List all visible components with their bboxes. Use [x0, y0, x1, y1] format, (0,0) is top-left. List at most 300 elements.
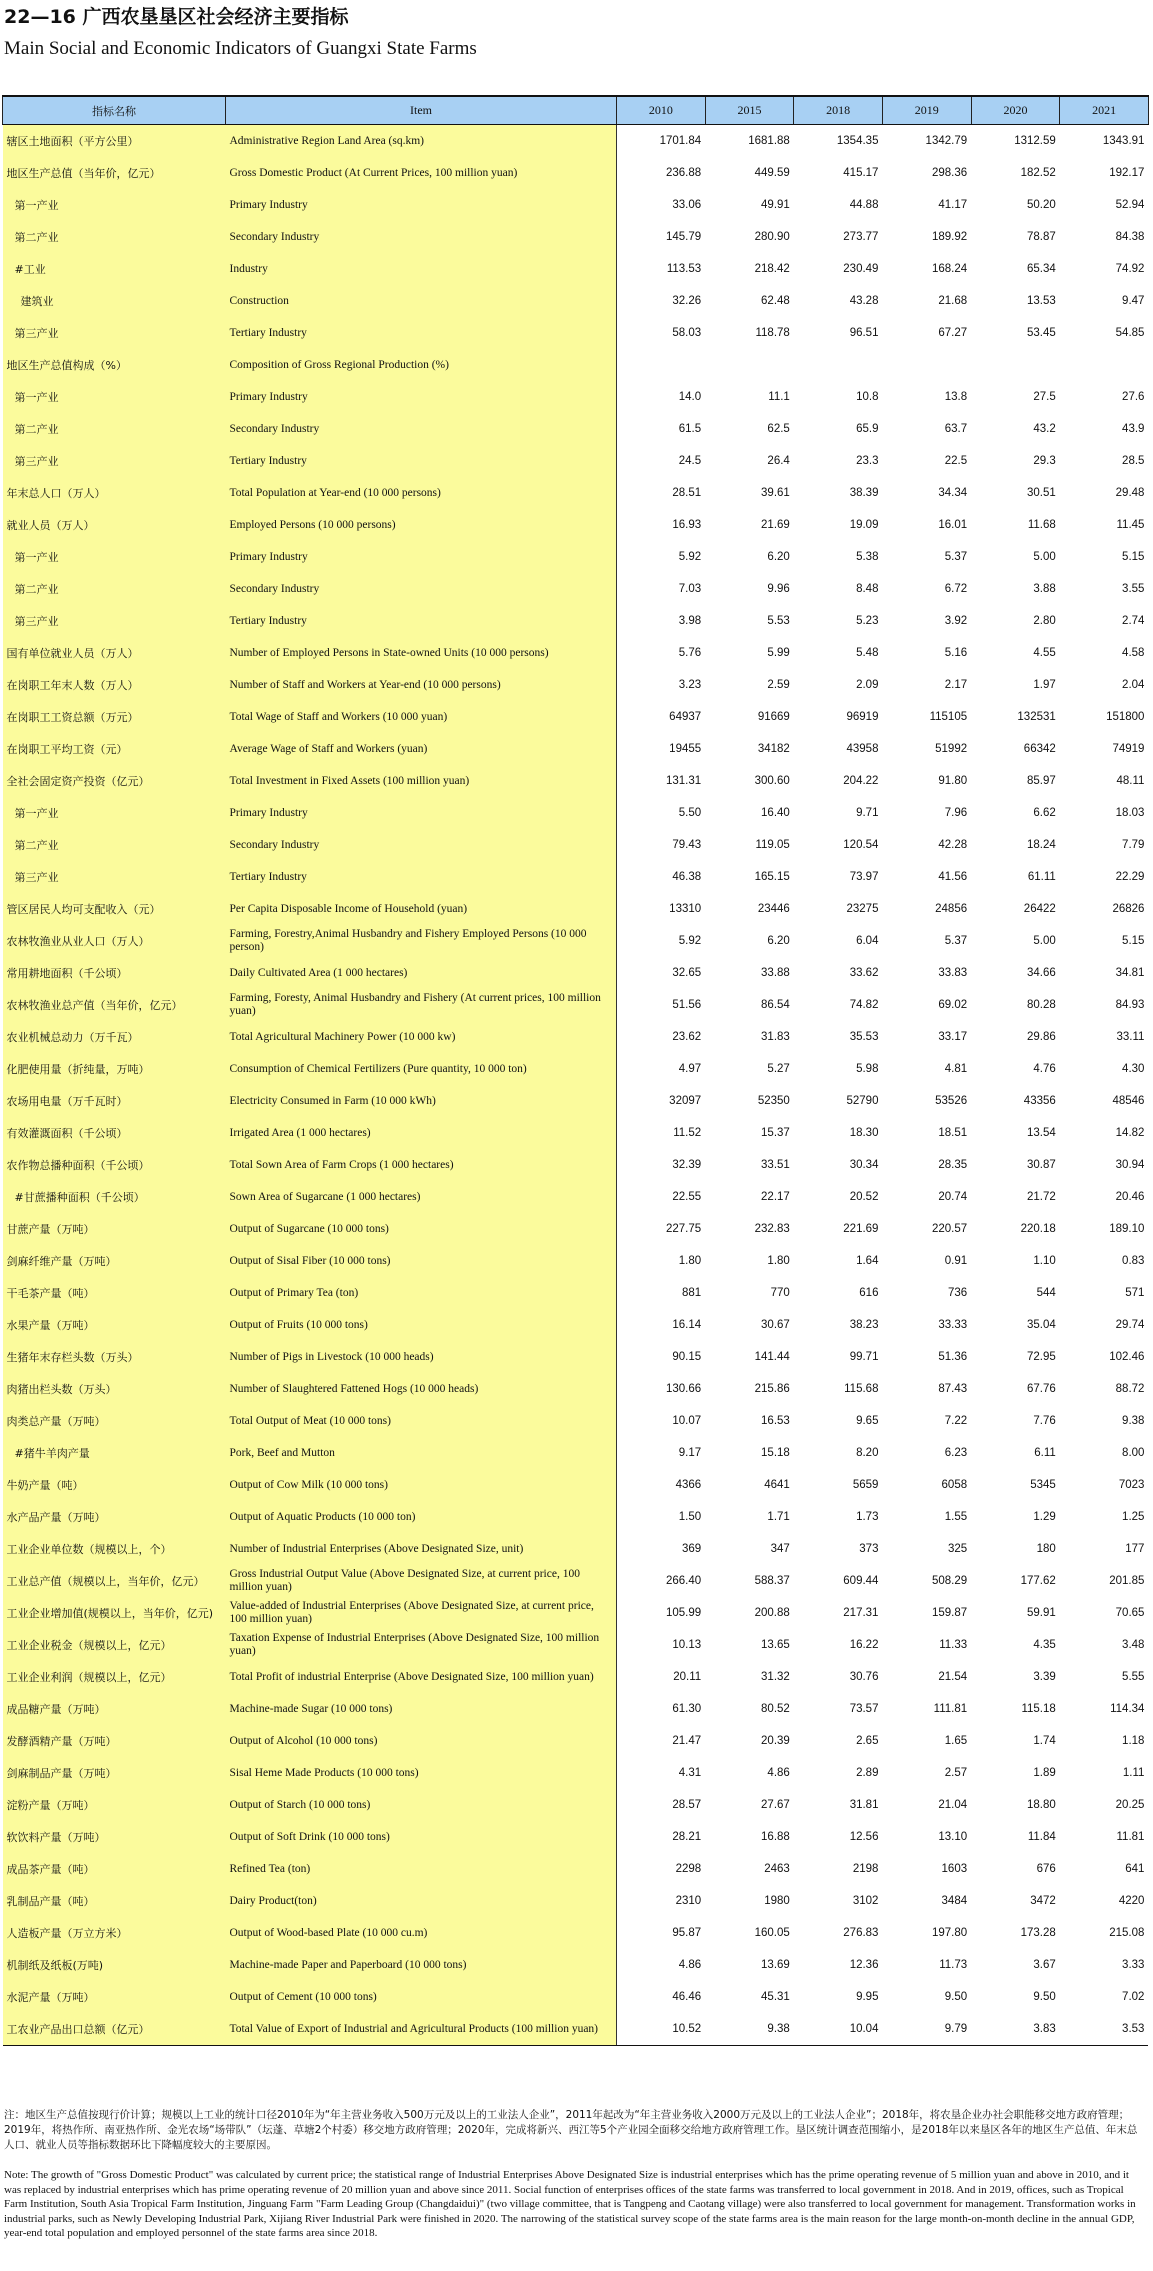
row-label-en: Average Wage of Staff and Workers (yuan) — [226, 733, 617, 765]
value-cell: 4.55 — [1033, 646, 1056, 659]
value-cell: 46.38 — [672, 870, 702, 883]
value-cell: 8.00 — [1122, 1446, 1145, 1459]
value-cell: 276.83 — [843, 1926, 879, 1939]
value-cell: 13.8 — [944, 390, 968, 403]
row-label-en: Number of Staff and Workers at Year-end (10 000 persons) — [226, 669, 617, 701]
table-row — [3, 605, 1149, 637]
value-cell: 5.38 — [856, 550, 879, 563]
row-label-en: Electricity Consumed in Farm (10 000 kWh) — [226, 1085, 617, 1117]
table-row — [3, 765, 1149, 797]
value-cell: 1342.79 — [925, 134, 968, 147]
value-cell: 16.22 — [849, 1638, 879, 1651]
row-label-en: Total Sown Area of Farm Crops (1 000 hectares) — [226, 1149, 617, 1181]
row-label-en: Industry — [226, 253, 617, 285]
table-row — [3, 1277, 1149, 1309]
row-label-en: Output of Starch (10 000 tons) — [226, 1789, 617, 1821]
value-cell: 11.1 — [768, 390, 790, 403]
value-cell: 12.36 — [849, 1958, 879, 1971]
value-cell: 20.74 — [938, 1190, 968, 1203]
row-label-en: Administrative Region Land Area (sq.km) — [226, 125, 617, 158]
value-cell: 9.50 — [1033, 1990, 1056, 2003]
value-cell: 29.48 — [1115, 486, 1145, 499]
row-label-zh: 国有单位就业人员（万人） — [3, 637, 226, 669]
row-label-en: Employed Persons (10 000 persons) — [226, 509, 617, 541]
value-cell: 32097 — [669, 1094, 702, 1107]
value-cell: 9.65 — [856, 1414, 879, 1427]
value-cell: 10.52 — [617, 2013, 706, 2046]
table-row — [3, 1949, 1149, 1981]
value-cell: 5.27 — [767, 1062, 790, 1075]
value-cell: 236.88 — [665, 166, 702, 179]
value-cell: 30.94 — [1115, 1158, 1145, 1171]
table-row — [3, 1021, 1149, 1053]
value-cell: 24856 — [935, 902, 968, 915]
value-cell: 23.62 — [672, 1030, 702, 1043]
value-cell: 3472 — [1030, 1894, 1056, 1907]
value-cell: 43.2 — [1033, 422, 1056, 435]
value-cell: 38.39 — [849, 486, 879, 499]
value-cell: 2298 — [675, 1862, 702, 1875]
value-cell: 20.46 — [1115, 1190, 1145, 1203]
value-cell: 4.30 — [1122, 1062, 1145, 1075]
value-cell: 11.33 — [939, 1638, 968, 1651]
value-cell: 87.43 — [938, 1382, 968, 1395]
value-cell — [705, 349, 794, 381]
table-title-en: Main Social and Economic Indicators of Guangxi State Farms — [4, 38, 477, 59]
value-cell: 91669 — [757, 710, 790, 723]
value-cell: 59.91 — [1027, 1606, 1056, 1619]
value-cell: 69.02 — [938, 998, 968, 1011]
value-cell — [794, 349, 883, 381]
value-cell: 74919 — [1112, 742, 1145, 755]
value-cell — [1060, 349, 1149, 381]
row-label-zh: 辖区土地面积（平方公里） — [3, 125, 226, 158]
value-cell: 73.97 — [849, 870, 879, 883]
value-cell: 22.5 — [944, 454, 968, 467]
value-cell: 6.20 — [767, 550, 790, 563]
value-cell: 43.9 — [1122, 422, 1145, 435]
value-cell: 3.39 — [1033, 1670, 1056, 1683]
value-cell: 5.00 — [1033, 934, 1056, 947]
value-cell: 114.34 — [1110, 1702, 1145, 1715]
value-cell: 415.17 — [843, 166, 879, 179]
value-cell: 119.05 — [755, 838, 790, 851]
value-cell: 32.26 — [672, 294, 702, 307]
row-label-en: Output of Aquatic Products (10 000 ton) — [226, 1501, 617, 1533]
value-cell: 4.97 — [678, 1062, 702, 1075]
table-row — [3, 1181, 1149, 1213]
value-cell: 52350 — [757, 1094, 790, 1107]
value-cell: 1681.88 — [748, 134, 790, 147]
row-label-zh: 常用耕地面积（千公顷） — [3, 957, 226, 989]
row-label-zh: 在岗职工平均工资（元） — [3, 733, 226, 765]
table-row — [3, 477, 1149, 509]
value-cell: 1354.35 — [836, 134, 879, 147]
value-cell: 5.53 — [767, 614, 790, 627]
row-label-en: Gross Industrial Output Value (Above Designated Size, at current price, 100 million yuan) — [226, 1565, 617, 1597]
value-cell: 30.76 — [849, 1670, 879, 1683]
row-label-zh: 第三产业 — [3, 317, 226, 349]
value-cell: 2310 — [675, 1894, 702, 1907]
value-cell: 12.56 — [849, 1830, 879, 1843]
value-cell: 23446 — [757, 902, 790, 915]
row-label-zh: 在岗职工年末人数（万人） — [3, 669, 226, 701]
table-row — [3, 957, 1149, 989]
value-cell: 78.87 — [1027, 230, 1056, 243]
value-cell: 11.45 — [1116, 518, 1145, 531]
value-cell: 215.86 — [754, 1382, 790, 1395]
value-cell: 28.57 — [672, 1798, 702, 1811]
value-cell: 168.24 — [931, 262, 968, 275]
row-label-zh: 工业企业税金（规模以上，亿元） — [3, 1629, 226, 1661]
table-row — [3, 733, 1149, 765]
value-cell: 177.62 — [1020, 1574, 1056, 1587]
value-cell: 5.98 — [856, 1062, 879, 1075]
row-label-en: Output of Wood-based Plate (10 000 cu.m) — [226, 1917, 617, 1949]
table-row — [3, 541, 1149, 573]
row-label-zh: 全社会固定资产投资（亿元） — [3, 765, 226, 797]
table-row — [3, 221, 1149, 253]
value-cell: 1.65 — [944, 1734, 968, 1747]
value-cell: 31.81 — [849, 1798, 879, 1811]
row-label-zh: #甘蔗播种面积（千公顷） — [3, 1181, 226, 1213]
value-cell: 53.45 — [1027, 326, 1056, 339]
value-cell: 120.54 — [843, 838, 879, 851]
row-label-zh: 工农业产品出口总额（亿元） — [3, 2013, 226, 2046]
value-cell: 6.23 — [944, 1446, 968, 1459]
value-cell: 266.40 — [665, 1574, 702, 1587]
value-cell: 102.46 — [1109, 1350, 1145, 1363]
value-cell: 99.71 — [849, 1350, 879, 1363]
value-cell: 1.11 — [1122, 1766, 1145, 1779]
value-cell: 2.57 — [944, 1766, 968, 1779]
value-cell: 215.08 — [1109, 1926, 1145, 1939]
value-cell: 5.15 — [1122, 934, 1145, 947]
header-year: 2018 — [794, 96, 883, 125]
value-cell: 4.31 — [678, 1766, 702, 1779]
value-cell: 27.6 — [1122, 390, 1145, 403]
value-cell: 29.86 — [1027, 1030, 1056, 1043]
row-label-en: Output of Fruits (10 000 tons) — [226, 1309, 617, 1341]
value-cell: 41.56 — [938, 870, 968, 883]
value-cell: 96.51 — [849, 326, 879, 339]
value-cell: 220.57 — [931, 1222, 968, 1235]
value-cell: 61.5 — [678, 422, 702, 435]
indicators-table — [2, 95, 1149, 2046]
value-cell: 4.58 — [1122, 646, 1145, 659]
value-cell: 66342 — [1023, 742, 1056, 755]
value-cell: 3.48 — [1122, 1638, 1145, 1651]
value-cell: 74.82 — [849, 998, 879, 1011]
value-cell: 2198 — [852, 1862, 879, 1875]
table-row — [3, 1469, 1149, 1501]
row-label-en: Output of Sugarcane (10 000 tons) — [226, 1213, 617, 1245]
row-label-en: Value-added of Industrial Enterprises (Above Designated Size, at current price, 100 million yuan) — [226, 1597, 617, 1629]
table-row — [3, 1245, 1149, 1277]
table-row — [3, 2013, 1149, 2046]
row-label-zh: 人造板产量（万立方米） — [3, 1917, 226, 1949]
table-row — [3, 253, 1149, 285]
value-cell: 18.03 — [1115, 806, 1145, 819]
value-cell: 0.91 — [944, 1254, 968, 1267]
value-cell: 22.17 — [761, 1190, 790, 1203]
row-label-en: Output of Soft Drink (10 000 tons) — [226, 1821, 617, 1853]
table-row — [3, 1597, 1149, 1629]
row-label-zh: 剑麻制品产量（万吨） — [3, 1757, 226, 1789]
table-row — [3, 1405, 1149, 1437]
value-cell: 51.36 — [938, 1350, 968, 1363]
value-cell: 33.11 — [1116, 1030, 1145, 1043]
value-cell: 6.62 — [1033, 806, 1056, 819]
value-cell: 14.82 — [1115, 1126, 1145, 1139]
value-cell: 32.65 — [672, 966, 702, 979]
value-cell: 13310 — [669, 902, 702, 915]
value-cell: 189.10 — [1109, 1222, 1145, 1235]
value-cell: 28.5 — [1122, 454, 1145, 467]
value-cell: 29.3 — [1033, 454, 1056, 467]
value-cell: 5.15 — [1122, 550, 1145, 563]
value-cell: 2.65 — [856, 1734, 879, 1747]
value-cell: 20.25 — [1115, 1798, 1145, 1811]
value-cell: 49.91 — [761, 198, 790, 211]
row-label-zh: 干毛茶产量（吨） — [3, 1277, 226, 1309]
value-cell: 298.36 — [931, 166, 968, 179]
row-label-zh: 农场用电量（万千瓦时） — [3, 1085, 226, 1117]
row-label-zh: 管区居民人均可支配收入（元） — [3, 893, 226, 925]
value-cell: 13.10 — [938, 1830, 968, 1843]
value-cell: 6.11 — [1034, 1446, 1056, 1459]
value-cell: 13.53 — [1027, 294, 1056, 307]
value-cell: 347 — [770, 1542, 790, 1555]
value-cell: 1343.91 — [1102, 134, 1145, 147]
value-cell: 48546 — [1112, 1094, 1145, 1107]
table-row — [3, 1757, 1149, 1789]
value-cell: 5.92 — [678, 934, 702, 947]
row-label-zh: 肉类总产量（万吨） — [3, 1405, 226, 1437]
value-cell: 62.48 — [761, 294, 790, 307]
value-cell: 3.53 — [1060, 2013, 1149, 2046]
value-cell: 34.81 — [1115, 966, 1145, 979]
value-cell: 85.97 — [1027, 774, 1056, 787]
value-cell: 22.29 — [1115, 870, 1145, 883]
value-cell: 4366 — [675, 1478, 702, 1491]
value-cell: 201.85 — [1109, 1574, 1145, 1587]
value-cell: 145.79 — [665, 230, 702, 243]
row-label-en: Primary Industry — [226, 381, 617, 413]
row-label-en: Output of Cement (10 000 tons) — [226, 1981, 617, 2013]
row-label-en: Tertiary Industry — [226, 605, 617, 637]
value-cell: 21.72 — [1027, 1190, 1056, 1203]
table-row — [3, 381, 1149, 413]
row-label-zh: 第二产业 — [3, 413, 226, 445]
row-label-en: Construction — [226, 285, 617, 317]
value-cell: 21.69 — [761, 518, 790, 531]
row-label-zh: 第一产业 — [3, 381, 226, 413]
row-label-zh: 农业机械总动力（万千瓦） — [3, 1021, 226, 1053]
value-cell: 881 — [681, 1286, 702, 1299]
row-label-zh: 第三产业 — [3, 861, 226, 893]
table-row — [3, 1693, 1149, 1725]
row-label-zh: 乳制品产量（吨） — [3, 1885, 226, 1917]
value-cell: 7.02 — [1122, 1990, 1145, 2003]
value-cell: 48.11 — [1116, 774, 1145, 787]
value-cell: 5345 — [1030, 1478, 1056, 1491]
value-cell: 28.51 — [672, 486, 702, 499]
value-cell: 449.59 — [754, 166, 790, 179]
table-row — [3, 445, 1149, 477]
row-label-en: Consumption of Chemical Fertilizers (Pure quantity, 10 000 ton) — [226, 1053, 617, 1085]
value-cell: 62.5 — [767, 422, 790, 435]
row-label-en: Total Output of Meat (10 000 tons) — [226, 1405, 617, 1437]
row-label-zh: 地区生产总值构成（%） — [3, 349, 226, 381]
value-cell: 105.99 — [665, 1606, 702, 1619]
value-cell: 52790 — [846, 1094, 879, 1107]
value-cell: 33.17 — [938, 1030, 968, 1043]
value-cell: 65.34 — [1027, 262, 1056, 275]
value-cell: 6.72 — [944, 582, 968, 595]
value-cell: 15.18 — [761, 1446, 790, 1459]
value-cell: 3.23 — [678, 678, 702, 691]
value-cell: 16.40 — [761, 806, 790, 819]
value-cell: 28.21 — [672, 1830, 702, 1843]
table-row — [3, 925, 1149, 957]
table-row — [3, 413, 1149, 445]
table-header-row — [3, 96, 1149, 125]
value-cell: 7023 — [1118, 1478, 1145, 1491]
value-cell: 273.77 — [843, 230, 879, 243]
value-cell: 1312.59 — [1014, 134, 1056, 147]
value-cell: 90.15 — [672, 1350, 702, 1363]
value-cell: 54.85 — [1115, 326, 1145, 339]
row-label-zh: 牛奶产量（吨） — [3, 1469, 226, 1501]
value-cell: 9.17 — [678, 1446, 702, 1459]
table-row — [3, 1213, 1149, 1245]
value-cell: 72.95 — [1027, 1350, 1056, 1363]
value-cell: 2.09 — [856, 678, 879, 691]
row-label-zh: 第二产业 — [3, 221, 226, 253]
value-cell: 5.00 — [1033, 550, 1056, 563]
value-cell: 33.06 — [672, 198, 702, 211]
value-cell: 74.92 — [1115, 262, 1145, 275]
row-label-en: Pork, Beef and Mutton — [226, 1437, 617, 1469]
row-label-zh: 农作物总播种面积（千公顷） — [3, 1149, 226, 1181]
row-label-zh: 第二产业 — [3, 829, 226, 861]
row-label-en: Primary Industry — [226, 797, 617, 829]
value-cell: 204.22 — [843, 774, 879, 787]
value-cell: 52.94 — [1115, 198, 1145, 211]
value-cell: 3102 — [852, 1894, 879, 1907]
value-cell: 165.15 — [754, 870, 790, 883]
row-label-zh: 工业企业增加值(规模以上，当年价，亿元) — [3, 1597, 226, 1629]
value-cell: 189.92 — [931, 230, 968, 243]
row-label-en: Sisal Heme Made Products (10 000 tons) — [226, 1757, 617, 1789]
row-label-zh: 机制纸及纸板(万吨) — [3, 1949, 226, 1981]
value-cell: 200.88 — [754, 1606, 790, 1619]
row-label-en: Composition of Gross Regional Production (%) — [226, 349, 617, 381]
row-label-en: Primary Industry — [226, 189, 617, 221]
row-label-en: Gross Domestic Product (At Current Prices, 100 million yuan) — [226, 157, 617, 189]
row-label-zh: 生猪年末存栏头数（万头） — [3, 1341, 226, 1373]
value-cell: 115105 — [929, 710, 968, 723]
row-label-zh: 农林牧渔业总产值（当年价，亿元） — [3, 989, 226, 1021]
value-cell: 20.39 — [761, 1734, 790, 1747]
row-label-zh: 成品糖产量（万吨） — [3, 1693, 226, 1725]
table-row — [3, 1149, 1149, 1181]
value-cell: 34.66 — [1027, 966, 1056, 979]
row-label-zh: #工业 — [3, 253, 226, 285]
table-row — [3, 1981, 1149, 2013]
row-label-en: Total Wage of Staff and Workers (10 000 yuan) — [226, 701, 617, 733]
row-label-en: Total Agricultural Machinery Power (10 000 kw) — [226, 1021, 617, 1053]
value-cell: 9.79 — [882, 2013, 971, 2046]
table-row — [3, 1085, 1149, 1117]
value-cell: 6.04 — [856, 934, 879, 947]
value-cell: 15.37 — [761, 1126, 790, 1139]
table-body — [3, 125, 1149, 2046]
value-cell: 34.34 — [938, 486, 968, 499]
value-cell: 1701.84 — [659, 134, 702, 147]
row-label-zh: 发酵酒精产量（万吨） — [3, 1725, 226, 1757]
value-cell: 3.83 — [971, 2013, 1060, 2046]
value-cell: 2463 — [764, 1862, 790, 1875]
value-cell: 1.10 — [1033, 1254, 1056, 1267]
value-cell: 38.23 — [849, 1318, 879, 1331]
value-cell: 1980 — [764, 1894, 790, 1907]
value-cell: 1.89 — [1033, 1766, 1056, 1779]
row-label-zh: 就业人员（万人） — [3, 509, 226, 541]
value-cell: 5.55 — [1122, 1670, 1145, 1683]
value-cell: 21.47 — [672, 1734, 702, 1747]
value-cell: 5.23 — [856, 614, 879, 627]
value-cell: 5.99 — [767, 646, 790, 659]
value-cell — [617, 349, 706, 381]
value-cell: 7.76 — [1033, 1414, 1056, 1427]
value-cell: 51.56 — [672, 998, 702, 1011]
value-cell: 22.55 — [672, 1190, 702, 1203]
value-cell: 21.54 — [938, 1670, 968, 1683]
value-cell: 67.27 — [938, 326, 968, 339]
value-cell: 4220 — [1118, 1894, 1145, 1907]
value-cell: 182.52 — [1020, 166, 1056, 179]
value-cell: 9.71 — [856, 806, 879, 819]
value-cell: 26.4 — [767, 454, 790, 467]
value-cell: 113.53 — [666, 262, 702, 275]
value-cell: 3.88 — [1033, 582, 1056, 595]
value-cell: 7.22 — [944, 1414, 968, 1427]
value-cell: 11.84 — [1027, 1830, 1056, 1843]
value-cell: 218.42 — [754, 262, 790, 275]
row-label-zh: 第一产业 — [3, 541, 226, 573]
table-row — [3, 1661, 1149, 1693]
value-cell: 2.89 — [856, 1766, 879, 1779]
row-label-zh: 年末总人口（万人） — [3, 477, 226, 509]
row-label-zh: 农林牧渔业从业人口（万人） — [3, 925, 226, 957]
value-cell: 616 — [859, 1286, 879, 1299]
value-cell: 676 — [1036, 1862, 1056, 1875]
value-cell: 118.78 — [755, 326, 790, 339]
value-cell: 41.17 — [938, 198, 968, 211]
value-cell: 79.43 — [672, 838, 702, 851]
value-cell: 31.32 — [761, 1670, 790, 1683]
table-row — [3, 1789, 1149, 1821]
value-cell: 19.09 — [849, 518, 879, 531]
value-cell: 11.68 — [1027, 518, 1056, 531]
row-label-zh: 第二产业 — [3, 573, 226, 605]
value-cell: 4.81 — [944, 1062, 968, 1075]
row-label-en: Number of Industrial Enterprises (Above Designated Size, unit) — [226, 1533, 617, 1565]
value-cell — [882, 349, 971, 381]
value-cell: 1.50 — [678, 1510, 702, 1523]
